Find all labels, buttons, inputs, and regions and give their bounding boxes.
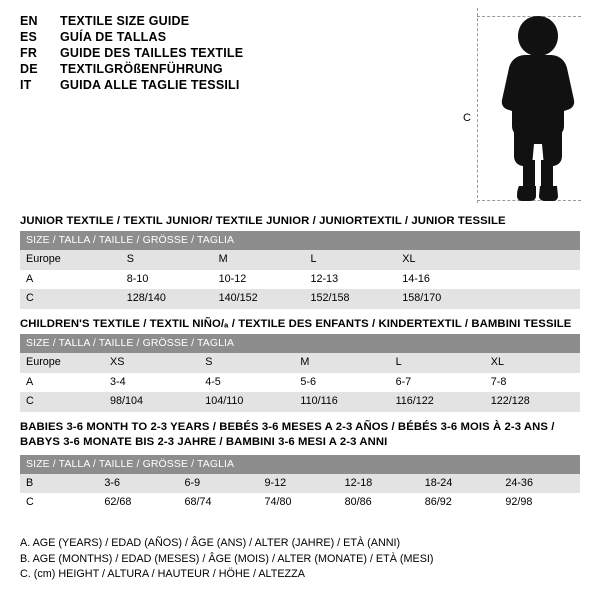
cell: XL (485, 353, 580, 372)
cell: 92/98 (499, 493, 580, 512)
lang-title-fr: GUIDE DES TAILLES TEXTILE (60, 46, 244, 60)
row-label: A (20, 270, 121, 289)
babies-header-label: SIZE / TALLA / TAILLE / GRÖSSE / TAGLIA (20, 455, 580, 474)
row-label: A (20, 373, 104, 392)
cell: 14-16 (396, 270, 488, 289)
section-title-babies: BABIES 3-6 MONTH TO 2-3 YEARS / BEBÉS 3-6 MESES A 2-3 AÑOS / BÉBÉS 3-6 MOIS À 2-3 ANS / BABYS 3-6 MONATE BIS 2-3 JAHRE / BAMBINI 3-6 MESI A 2-3 ANNI (20, 421, 555, 449)
table-row (20, 373, 580, 392)
table-header-row (20, 231, 580, 250)
section-children-textile (20, 318, 580, 412)
children-size-table (20, 334, 580, 412)
lang-title-de: TEXTILGRÖßENFÜHRUNG (60, 62, 223, 76)
cell: XL (396, 250, 488, 269)
language-header (20, 14, 440, 94)
measure-label-c: C (463, 112, 471, 124)
cell: 10-12 (213, 270, 305, 289)
height-measure-figure (455, 8, 585, 208)
cell: L (390, 353, 485, 372)
lang-code-de: DE (20, 62, 38, 76)
lang-code-es: ES (20, 30, 38, 44)
cell: S (121, 250, 213, 269)
header-row-de (20, 62, 440, 76)
row-label: Europe (20, 353, 104, 372)
table-row (20, 353, 580, 372)
table-row (20, 474, 580, 493)
row-label: C (20, 289, 121, 308)
cell: 104/110 (199, 392, 294, 411)
row-label: C (20, 493, 98, 512)
cell: S (199, 353, 294, 372)
section-junior-textile (20, 215, 580, 309)
cell: 122/128 (485, 392, 580, 411)
table-row (20, 250, 580, 269)
cell: 6-7 (390, 373, 485, 392)
cell: 152/158 (304, 289, 396, 308)
cell: 128/140 (121, 289, 213, 308)
cell: 18-24 (419, 474, 500, 493)
cell: 86/92 (419, 493, 500, 512)
legend-line-b: B. AGE (MONTHS) / EDAD (MESES) / ÂGE (MOIS) / ALTER (MONATE) / ETÀ (MESI) (20, 552, 434, 565)
cell: L (304, 250, 396, 269)
cell: 9-12 (259, 474, 339, 493)
table-header-row (20, 334, 580, 353)
header-row-en (20, 14, 440, 28)
header-row-fr (20, 46, 440, 60)
cell: 140/152 (213, 289, 305, 308)
cell: 7-8 (485, 373, 580, 392)
junior-header-label: SIZE / TALLA / TAILLE / GRÖSSE / TAGLIA (20, 231, 580, 250)
lang-code-fr: FR (20, 46, 38, 60)
children-header-label: SIZE / TALLA / TAILLE / GRÖSSE / TAGLIA (20, 334, 580, 353)
legend-line-c: C. (cm) HEIGHT / ALTURA / HAUTEUR / HÖHE / ALTEZZA (20, 568, 305, 581)
toddler-silhouette-icon (495, 16, 581, 201)
cell: 62/68 (98, 493, 178, 512)
cell: 74/80 (259, 493, 339, 512)
cell: 5-6 (294, 373, 389, 392)
cell: 80/86 (339, 493, 419, 512)
row-label: B (20, 474, 98, 493)
lang-title-es: GUÍA DE TALLAS (60, 30, 167, 44)
legend-line-a: A. AGE (YEARS) / EDAD (AÑOS) / ÂGE (ANS) / ALTER (JAHRE) / ETÀ (ANNI) (20, 537, 401, 549)
cell: XS (104, 353, 199, 372)
cell: M (213, 250, 305, 269)
cell: 3-4 (104, 373, 199, 392)
table-row (20, 270, 580, 289)
lang-title-en: TEXTILE SIZE GUIDE (60, 14, 190, 28)
cell: 6-9 (178, 474, 258, 493)
cell: M (294, 353, 389, 372)
lang-code-it: IT (20, 78, 32, 92)
section-babies-textile (20, 420, 580, 513)
header-row-es (20, 30, 440, 44)
cell: 24-36 (499, 474, 580, 493)
babies-size-table (20, 455, 580, 513)
cell: 98/104 (104, 392, 199, 411)
cell: 3-6 (98, 474, 178, 493)
section-title-junior: JUNIOR TEXTILE / TEXTIL JUNIOR/ TEXTILE JUNIOR / JUNIORTEXTIL / JUNIOR TESSILE (20, 215, 506, 227)
cell (488, 250, 580, 269)
cell: 8-10 (121, 270, 213, 289)
cell: 158/170 (396, 289, 488, 308)
legend-block (20, 536, 580, 583)
cell (488, 270, 580, 289)
table-header-row (20, 455, 580, 474)
table-row (20, 289, 580, 308)
section-title-children: CHILDREN'S TEXTILE / TEXTIL NIÑO/ₐ / TEXTILE DES ENFANTS / KINDERTEXTIL / BAMBINI TESSILE (20, 318, 572, 330)
cell: 12-13 (304, 270, 396, 289)
junior-size-table (20, 231, 580, 309)
cell: 116/122 (390, 392, 485, 411)
row-label: C (20, 392, 104, 411)
lang-title-it: GUIDA ALLE TAGLIE TESSILI (60, 78, 240, 92)
measure-line-vertical (477, 8, 478, 203)
table-row (20, 493, 580, 512)
cell: 12-18 (339, 474, 419, 493)
table-row (20, 392, 580, 411)
cell: 68/74 (178, 493, 258, 512)
cell (488, 289, 580, 308)
row-label: Europe (20, 250, 121, 269)
cell: 110/116 (294, 392, 389, 411)
cell: 4-5 (199, 373, 294, 392)
lang-code-en: EN (20, 14, 38, 28)
header-row-it (20, 78, 440, 92)
